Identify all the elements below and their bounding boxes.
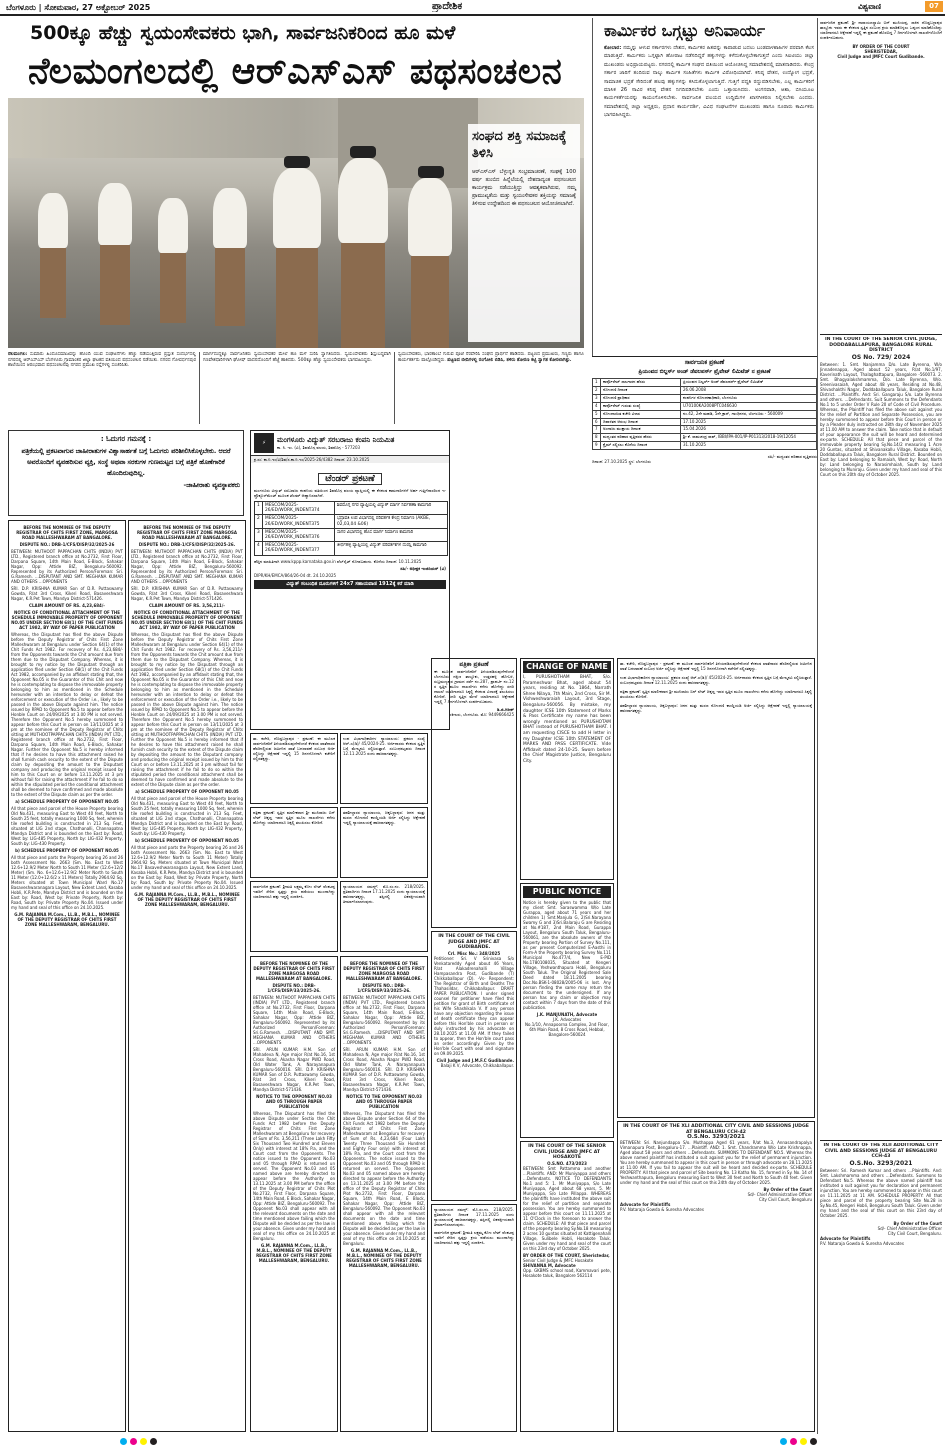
table-cell: 5 — [593, 410, 601, 418]
chit-schedule-b-title: b) SCHEDULE PROPERTY OF OPPONENT NO.05 — [15, 848, 119, 853]
side-box-title: ಸಂಘದ ಶಕ್ತಿ ಸಮಾಜಕ್ಕೆ ತಿಳಿಸಿ — [472, 129, 567, 161]
hosakote-number: O.S.NO. 473/2023 — [547, 1160, 587, 1166]
chit-parties: BETWEEN: MUTHOOT PAPPACHAN CHITS (INDIA) PVT LTD., Registered branch office at No.2732, First Floor, Darpana Square, 14th Main Road, E-Block, Sahakar Nagar, Opp: Attide BIZ, Bengaluru-560092. Represented by its Authorized Person/Foreman: Sri. G.Ramesh. ...DISPUTANT AND SMT. MEGHANA KUMAR AND OTHERS ...OPPONENTS — [131, 549, 243, 584]
hosakote-sign-4: Opp. GKBMS school road, Kammavari pete, Hosakote taluk, Bangalore 562114 — [523, 1267, 611, 1278]
chit-notice-heading: NOTICE OF CONDITIONAL ATTACHMENT OF THE SCHEDULE IMMOVABLE PROPERTY OF OPPONENT NO.05 UNDER SECTION 68(1) OF THE CHIT FUNDS ACT 1982, BY WAY OF PAPER PUBLICATION — [131, 610, 243, 630]
far-right-body: ಸಾರ್ವಜನಿಕ ಪ್ರಕಟಣೆ: ಶ್ರೀ ನಾರಾಯಣಸ್ವಾಮಿ ಬಿನ್ ಮುನಿಯಪ್ಪ, ಸಾಕಿನ ದೊಡ್ಡಬಳ್ಳಾಪುರ ತಾಲ್ಲೂಕು ಇವರು ಈ ಕೆಳಕಂಡ ಸ್ವತ್ತಿನ ಸಂಬಂಧ ಕ್ರಯ ಮಾಡಿಕೊಳ್ಳಲು ಒಪ್ಪಂದ ಮಾಡಿಕೊಂಡಿದ್ದು ಯಾರಿಗಾದರೂ ಆಕ್ಷೇಪಣೆ ಇದ್ದಲ್ಲಿ ಈ ಪ್ರಕಟಣೆ ಹೊರಬಿದ್ದ 7 ದಿನಗಳೊಳಗಾಗಿ ದಾಖಲೆಗಳೊಂದಿಗೆ ಸಂಪರ್ಕಿಸಬಹುದು. — [820, 20, 942, 40]
chit-opponent: SRI. ARUN KUMAR H.M. Son of Mahadeva N, Age major R/at No.16, 1st Cross Road, Akasha Nagar PWD Road, Old Water Tank, A. Narayanapura Bengaluru-560016. SRI. D.P. KRISHNA KUMAR Son of D.R. Puttaswamy Gowda, R/at 3rd Cross, Kikeri Road, Basaveshwara Nagar, K.R.Pet Town, Mandya District-571436. — [343, 1047, 425, 1092]
masthead-logo: ವಿಶ್ವವಾಣಿ — [858, 2, 882, 11]
mescom-address: ಕಾ. ನಿ. ಇಂ. (ವಿ), ಶಿವಮೊಗ್ಗ ವಲಯ, ಶಿವಮೊಗ್ಗ - 577203 — [277, 445, 361, 450]
kannada-notices-column — [617, 658, 815, 1118]
main-byline: ನೆಲಮಂಗಲ: — [8, 352, 28, 357]
tender-cell: ಶಿವಮೊಗ್ಗ ನಗರ ವ್ಯಾಪ್ತಿಯಲ್ಲಿ ವಿದ್ಯುತ್ ಮಾರ್ಗ ನಿರ್ವಹಣಾ ಕಾಮಗಾರಿ — [335, 502, 448, 515]
press-notice-kannada — [431, 658, 517, 928]
tender-table — [254, 501, 448, 556]
chit-schedule-a: All that piece and parcel of the House Property bearing Old No.431, measuring East to West 40 feet, North to South 25 feet, totally measuring 1000 Sq. feet, wherein tile roofed building is constructed in 213 Sq. Feet, situated at LIG 2nd stage, Chathanalli, Channapatna Mandya District and is bounded on the East by: Road, West by: LIG-485 Property, North by: LIG-432 Property, South by: LIG-430 Property. — [131, 796, 243, 836]
change-of-name-title: CHANGE OF NAME — [523, 661, 611, 673]
black-mark — [810, 1438, 817, 1445]
tender-cell: 3 — [255, 528, 263, 541]
kannada-notice-b: ಉಪ ವಿಭಾಗಾಧಿಕಾರಿಗಳ ನ್ಯಾಯಾಲಯ: ಪ್ರಕರಣ ಸಂಖ್ಯೆ ಆರ್.ಎ(ಡಿ)/ 45/2024-25. ಅರ್ಜಿದಾರರು ಕೆಳಕಂಡ ಸ್ವತ್ತಿನ ಬಗ್ಗೆ ಮೇಲ್ಮನವಿ ಸಲ್ಲಿಸಿರುತ್ತಾರೆ. ಸಂಬಂಧಪಟ್ಟವರು ದಿನಾಂಕ 12.11.2025 ರಂದು ಹಾಜರಾಗತಕ್ಕದ್ದು. — [620, 675, 812, 685]
xli-sign-4: Advocate for Plaintiffs — [620, 1202, 671, 1208]
table-cell: U70100KA2008PTC046630 — [681, 402, 817, 410]
tender-row — [255, 515, 448, 528]
yellow-mark — [140, 1438, 147, 1445]
gudibande-sign-1: Civil Judge and J.M.F.C Gudibande. — [436, 1057, 514, 1063]
chit-claim: CLAIM AMOUNT OF RS. 3,56,211/- — [149, 603, 225, 608]
gudibande-title: IN THE COURT OF THE CIVIL JUDGE AND JMFC AT GUDIBANDE. — [438, 934, 510, 951]
table-row — [593, 418, 817, 426]
chit-claim: NOTICE TO THE OPPONENT NO.03 AND 05 THROUGH PAPER PUBLICATION — [346, 1094, 422, 1109]
chit-dispute-number: DISPUTE NO.: DRB-1/CFS/DISP/33/2025-26. — [267, 983, 321, 993]
xli-sign-1: By Order of the Court — [763, 1187, 812, 1193]
table-row — [593, 394, 817, 402]
column-rule — [817, 18, 818, 1434]
court2-heading: IN THE COURT OF THE XLII ADDITIONAL CITY CIVIL AND SESSIONS JUDGE AT BENGALURU CCH-43 — [823, 1143, 939, 1160]
mescom-sign: ಸಹಿ/- ಅಧೀಕ್ಷಕ ಇಂಜಿನಿಯರ್ (ವಿ) — [400, 565, 446, 571]
court-heading: IN THE COURT OF THE SENIOR CIVIL JUDGE, DODDABALLAPURA, BANGALORE RURAL DISTRICT — [824, 337, 938, 354]
table-cell: ದಿವಾಳಿತನ ಆರಂಭ ದಿನಾಂಕ — [601, 418, 681, 426]
chit-signature: G.M. RAJANNA M.Com., LL.B., M.B.L., NOMINEE OF THE DEPUTY REGISTRAR OF CHITS FIRST ZONE MALLESHWARAM, BENGALURU. — [134, 892, 240, 907]
table-cell: 6 — [593, 418, 601, 426]
tender-row — [255, 502, 448, 515]
chit-body: Whereas, The Disputant has filed the above Dispute under Sectio the Chit Funds Act 1982 before the Deputy Registrar of Chits First Zone Malleshwaram at Bengaluru for recovery of Sum of Rs. 3,56,211 (Three Lakh Fifty Six Thousand Two Hundred and Eleven Only) with interest at 18% P.a, and the Court cost from the Opponents. The notice issued to the Opponent No.03 and 05 through RPAD is returned un served. The Opponent No.03 and 05 named above are hereby directed to appear before the Authority on 13.11.2025 at 3.00 PM before the office of the Deputy Registrar of Chits Plot No.2732, First Floor, Darpana Square, 14th Main Road, E Block, Sahakar Nagar, Opp: Attide BIZ, Bengaluru-560092. The Opponent No.03 shall appear with all the relevant documents on the date and time mentioned above failing which the Dispute will be decided as per the law in your absence. Given under my hand and seal of my this office on 24.10.2025 at Bengaluru. — [253, 1111, 335, 1241]
hosakote-title: IN THE COURT OF THE SENIOR CIVIL JUDGE AND JMFC AT HOSAKOTE — [528, 1144, 606, 1161]
table-cell: ಕಾರ್ಪೊರೇಟ್ ಗುರುತು ಸಂಖ್ಯೆ — [601, 402, 681, 410]
divider — [820, 1140, 942, 1141]
chit-schedule-b: All that piece and parts the Property bearing 26 and 26 both Assessment No. 2663 (Sm. No. East to West 12.6+12.9/2 Meter North to South 11 Meter) Totally 2964.92 Sq. Meters situated at Town Municipal Ward No.17 Basaveshwaranagara Layout, New Extent Land, Kasaba Hobli, K.R.Pete, Mandya District and is bounded on the East by: Road, West by: Private Property, North by: Road, South by: Private Property No.04. Issued under my hand and seal of this office on 24.10.2025. — [131, 845, 243, 890]
table-row — [593, 426, 817, 434]
small-kannada-body: ನ್ಯಾಯಾಲಯದ ಸಮನ್ಸ್: ಮೊ.ಸಂ.ನಂ. 218/2025. ಪ್ರತಿವಾದಿಗಳು ದಿನಾಂಕ 17.11.2025 ರಂದು ನ್ಯಾಯಾಲಯಕ್ಕೆ ಹಾಜರಾಗತಕ್ಕದ್ದು, ತಪ್ಪಿದಲ್ಲಿ ಏಕಪಕ್ಷೀಯವಾಗಿ ತೀರ್ಮಾನಿಸಲಾಗುವುದು. — [434, 1207, 514, 1227]
main-body-col2: ಮಾರ್ಗದುದ್ದಕ್ಕೂ ಸಾರ್ವಜನಿಕರು ಸ್ವಯಂಸೇವಕರ ಮೇಲೆ ಹೂ ಮಳೆ ಸುರಿಸಿ ಸ್ವಾಗತಿಸಿದರು. ಸ್ವಯಂಸೇವಕರು ಶಿಸ್ತುಬದ್ಧವಾಗಿ ಗಣವೇಶಧಾರಿಗಳಾಗಿ ಘೋಷ್ ವಾದನದೊಂದಿಗೆ ಹೆಜ್ಜೆ ಹಾಕಿದರು. 500ಕ್ಕೂ ಹೆಚ್ಚು ಸ್ವಯಂಸೇವಕರು ಭಾಗವಹಿಸಿದ್ದರು. — [203, 352, 391, 363]
public-notice-title: PUBLIC NOTICE — [523, 886, 611, 898]
table-row — [593, 410, 817, 418]
chit-parties: BETWEEN: MUTHOOT PAPPACHAN CHITS (INDIA) PVT LTD., Registered branch office at No.2732, First Floor, Darpana Square, 14th Main Road, E-Block, Sahakar Nagar, Opp: Attide BIZ, Bengaluru-560092. Represented by its Authorized Person/Foreman: Sri.G.Ramesh. ...DISPUTANT AND SMT. MEGHANA KUMAR AND OTHERS ...OPPONENTS — [343, 995, 425, 1045]
main-body-text-3: ಸ್ವಯಂಸೇವಕರು, ಭಾರತಾಂಬೆ ಗುರುವ ಪೂಜೆ ನೆರವೇರಿಸಿ ಸಂಘದ ಪ್ರಾರ್ಥನೆ ಹಾಡಿದರು. ಪಟ್ಟಣದ ಪ್ರಮುಖರು, ಗಣ್ಯರು ಹಾಗೂ ಕಾರ್ಯಕರ್ತರು ಪಾಲ್ಗೊಂಡಿದ್ದರು. — [398, 352, 584, 363]
far-right-notice — [820, 20, 942, 332]
chit-opponent: SRI. D.P. KRISHNA KUMAR Son of D.R. Puttaswamy Gowda, R/at 3rd Cross, Kikeri Road, Basaveshwara Nagar, K.R.Pet Town, Mandya District-571426. — [131, 586, 243, 601]
insolvency-company: ಪ್ರಿಯಂವದ ಬಿಲ್ಡರ್ಸ್ ಅಂಡ್ ಡೆವಲಪರ್ಸ್ ಪ್ರೈವೇಟ್ ಲಿಮಿಟೆಡ್ ನ ಪ್ರಕಟಣೆ — [638, 369, 771, 375]
right-body-text: ನಮ್ಮನ್ನು ಆಳುವ ಸರ್ಕಾರಗಳು ದೇಶದ, ಕಾರ್ಮಿಕರ ಹಿತವನ್ನು ಕಾಪಾಡುವ ಬದಲು ಬಂಡವಾಳಶಾಹಿಗಳ ಪರವಾಗಿ ಕೆಲಸ ಮಾಡುತ್ತಿವೆ. ಕಾರ್ಮಿಕರು ಒಗ್ಗಟ್ಟಾಗಿ ಹೋರಾಟ ನಡೆಸದಿದ್ದರೆ ಹಕ್ಕುಗಳನ್ನು ಕಳೆದುಕೊಳ್ಳಬೇಕಾಗುತ್ತದೆ ಎಂದು ಸಿಐಟಿಯು ಜಿಲ್ಲಾ ಮುಖಂಡರು ಅಭಿಪ್ರಾಯಪಟ್ಟರು. ನಗರದಲ್ಲಿ ಕಾರ್ಮಿಕ ಸಂಘದ ವತಿಯಿಂದ ಆಯೋಜಿಸಿದ್ದ ಸಮಾವೇಶದಲ್ಲಿ ಮಾತನಾಡಿದರು. ಕೇಂದ್ರ ಸರ್ಕಾರ ಜಾರಿಗೆ ತಂದಿರುವ ನಾಲ್ಕು ಕಾರ್ಮಿಕ ಸಂಹಿತೆಗಳು ಕಾರ್ಮಿಕ ವಿರೋಧಿಯಾಗಿವೆ. ಕನಿಷ್ಠ ವೇತನ, ಉದ್ಯೋಗ ಭದ್ರತೆ, ಸಾಮಾಜಿಕ ಭದ್ರತೆ ಸೇರಿದಂತೆ ಹಲವು ಹಕ್ಕುಗಳನ್ನು ಕಸಿದುಕೊಳ್ಳಲಾಗುತ್ತಿದೆ. ಗುತ್ತಿಗೆ ಪದ್ಧತಿ ರದ್ದುಪಡಿಸಬೇಕು, ಎಲ್ಲ ಕಾರ್ಮಿಕರಿಗೆ ಮಾಸಿಕ 26 ಸಾವಿರ ಕನಿಷ್ಠ ವೇತನ ನಿಗದಿಪಡಿಸಬೇಕು ಎಂದು ಒತ್ತಾಯಿಸಿದರು. ಅಂಗನವಾಡಿ, ಆಶಾ, ಬಿಸಿಯೂಟ ಕಾರ್ಯಕರ್ತೆಯರನ್ನು ಕಾಯಂಗೊಳಿಸಬೇಕು. ಸಾರ್ವಜನಿಕ ವಲಯದ ಉದ್ದಿಮೆಗಳ ಖಾಸಗೀಕರಣ ನಿಲ್ಲಿಸಬೇಕು ಎಂದರು. ಸಮಾವೇಶದಲ್ಲಿ ಜಿಲ್ಲಾ ಅಧ್ಯಕ್ಷರು, ಪ್ರಧಾನ ಕಾರ್ಯದರ್ಶಿ, ವಿವಿಧ ಸಂಘಟನೆಗಳ ಮುಖಂಡರು ಹಾಗೂ ನೂರಾರು ಕಾರ್ಮಿಕರು ಭಾಗವಹಿಸಿದ್ದರು. — [604, 45, 814, 119]
insolvency-table — [592, 378, 817, 450]
chit-body: Whereas, the Disputant has filed the above Dispute before the Deputy Registrar of Chits First Zone Malleshwaram at Bengaluru under Section 64(1) of the Chit Funds Act 1982. For recovery of Rs. 3,56,211/- from the Opponents towards the Chit amount due from them due to the Disputant Company. Whereas, it is brought to my notice by the Disputant through an application filed under Section 68(1) of the Chit Funds Act 1982, accompanied by an affidavit stating that, the Opponent No.05 is the Guarantor of this Chit and now he is contemplating to dispose the immovable property belonging to him as mentioned in the Schedule hereunder with an intention to delay or defeat the enforcement or execution of the Order i.e., likely to be passed in the above Dispute against him. The notice issued by RPAD to Opponent No.5 to appear before the Honble Court on 24/09/2025 at 3.00 PM is not served. Therefore the Opponent No.5 hereby summoned to appear before this Court in person on 13/11/2025 at 3 pm at the nominee of the Deputy Registrar of Chits sitting at MUTHOOTPAPPACHAN CHITS (INDIA) PVT LTD. Further the Opponent No.5 is hereby informed that if he desires to have this attachment raised he shall furnish cash security to the extent of the Dispute claim by depositing the amount to the Disputant company and producing the original receipt issued by him to this Court on or before 13.11.2025 at 3 pm without fail for raising the attachment if he fail to do so within the stipulated period the conditional attachment shall be deemed to have confirmed and made absolute to the extent of the Dispute claim as per the order. — [131, 632, 243, 787]
table-cell: 2 — [593, 386, 601, 394]
chit-title: BEFORE THE NOMINEE OF THE DEPUTY REGISTRAR OF CHITS FIRST ZONE MARGOSA ROAD MALLESHWARAM AT BANGALORE. — [343, 961, 425, 981]
chit-signature: G.M. RAJANNA M.Com., LL.B., M.B.L., NOMINEE OF THE DEPUTY REGISTRAR OF CHITS FIRST ZONE MALLESHWARAM, BENGALURU. — [256, 1243, 332, 1263]
table-cell: ನೋಂದಣಿ ಪ್ರಾಧಿಕಾರ — [601, 394, 681, 402]
column-rule — [592, 18, 593, 356]
right-byline: ಕೋಲಾರ: — [604, 45, 622, 51]
main-body-col1 — [8, 352, 196, 424]
insolvency-title: ಸಾರ್ವಜನಿಕ ಪ್ರಕಟಣೆ — [684, 359, 725, 366]
small-notices-grid — [250, 733, 428, 953]
table-cell: 17.10.2025 — [681, 418, 817, 426]
right-body — [604, 44, 814, 354]
case-number: OS No. 729/ 2024 — [851, 353, 911, 361]
readers-notice-title: : ಓದುಗರ ಗಮನಕ್ಕೆ : — [100, 435, 152, 443]
insolvency-notice — [592, 356, 817, 656]
magenta-mark — [790, 1438, 797, 1445]
table-cell: ಶ್ರೀ ಕೆ. ರಾಮಚಂದ್ರ ರಾವ್, IBBI/IPA-001/IP-P01313/2018-19/12054 — [681, 434, 817, 442]
column-rule — [394, 352, 395, 424]
xli-sign-2: Sd/- Chief Administrative Officer — [747, 1192, 812, 1198]
chit-notice — [8, 520, 126, 1432]
print-color-bar — [0, 1436, 945, 1448]
hosakote-sign-3: SHIVANNA M, Advocate — [523, 1262, 576, 1268]
cyan-mark — [780, 1438, 787, 1445]
hosakote-body: BETWEEN: Smt Pattamma and another ...Plaintiffs. AND: Mr Muniyappa and others ...Defendants. NOTICE TO DEFENDANTS No.1 and 5: 1. Mr Muniyappa, S/o Late Muniyappa, Aged about 68 years, 5. Mr Muniyappa, S/o Late Pillappa. WHEREAS the plaintiffs have instituted the above suit for the relief of partition and separate possession. You are hereby summoned to appear before this court on 11.11.2025 at 11 O'Clock in the forenoon to answer the claim. SCHEDULE: All that piece and parcel of the property bearing Sy.No.18 measuring 2 acres 10 guntas situated at Kattigenahalli Village, Sulibele Hobli, Hosakote Taluk. Given under my hand and seal of the court on this 23rd day of October 2025. — [523, 1165, 611, 1251]
gudibande-sign-2: Balaji K V, Advocate, Chikkaballapur. — [440, 1062, 514, 1068]
chit-opponent: SRI. D.P. KRISHNA KUMAR Son of D.R. Puttaswamy Gowda, R/at 3rd Cross, Kikeri Road, Basaveshwara Nagar, K.R.Pet Town, Mandya District-571426. — [11, 586, 123, 601]
mescom-tender-notice — [250, 430, 450, 730]
chit-dispute-number: DISPUTE NO.: DRB-1/CFS/DISP/32/2025-26. — [138, 542, 236, 547]
chit-opponent: SRI. ARUN KUMAR H.M. Son of Mahadeva N, Age major R/at No.16, 1st Cross Road, Akasha Nagar PWD Road, Old Water Tank, A. Narayanapura Bengaluru-560016. SRI. D.P. KRISHNA KUMAR Son of D.R. Puttaswamy Gowda, R/at 3rd Cross, Kikeri Road, Basaveshwara Nagar, K.R.Pet Town, Mandya District-571436. — [253, 1047, 335, 1092]
chit-claim: CLAIM AMOUNT OF RS. 4,23,684/- — [29, 603, 105, 608]
press-notice-sign: ಡಿ.ಜಿ.ಗಿರೀಶ್ — [496, 707, 514, 712]
court2-sign-4: Advocate for Plaintiffs — [820, 1235, 871, 1241]
table-cell: 8 — [593, 434, 601, 442]
chit-claim: NOTICE TO THE OPPONENT NO.03 AND 05 THROUGH PAPER PUBLICATION — [256, 1094, 332, 1109]
order-line-1: BY ORDER OF THE COURT — [852, 44, 910, 49]
small-notice: ಸಾರ್ವಜನಿಕ ಪ್ರಕಟಣೆ: ಶ್ರೀಮತಿ ಲಕ್ಷ್ಮಮ್ಮ ಕೋಂ ಲೇಟ್ ವೆಂಕಟಪ್ಪ ಇವರಿಗೆ ಸೇರಿದ ಸ್ವತ್ತನ್ನು ಕ್ರಯ ಪಡೆಯಲು ಮುಂದಾಗಿದ್ದು ಯಾರಿಗಾದರೂ ಹಕ್ಕು ಇದ್ದಲ್ಲಿ ಸಂಪರ್ಕಿಸಿ. — [250, 881, 338, 952]
mescom-footer: ಹೆಚ್ಚಿನ ಮಾಹಿತಿಗಾಗಿ www.kppp.karnataka.gov.in ವೆಬ್‌ಸೈಟ್ ನೋಡಬಹುದು. ಕೊನೆಯ ದಿನಾಂಕ: 10.11.2025 — [254, 558, 422, 564]
court2-sign-5: P.V. Nataraja Gowda & Suresha Advocates — [820, 1240, 904, 1246]
table-cell: 31.10.2025 — [681, 442, 817, 450]
chit-notice — [250, 956, 338, 1432]
side-box-body: ಆರ್‌ಎಸ್‌ಎಸ್ ಬೆಳ್ಳುನ್ನತಿ ಸಂಭ್ರಮಾಚರಣೆ, ಸಂಘಕ್ಕೆ 100 ವರ್ಷ ತುಂಬಿದ ಹಿನ್ನೆಲೆಯಲ್ಲಿ ದೇಶದಾದ್ಯಂತ ಪಥಸಂಚಲನ ಕಾರ್ಯಕ್ರಮ ನಡೆಯುತ್ತಿದ್ದು ಆವಶ್ಯಕವಾಗಿರುವ, ನಮ್ಮ ಪ್ರಾಮುಖ್ಯತೆಯ ಮತ್ತು ಸ್ವಯಂಸೇವಕರ ಶಕ್ತಿಯನ್ನು ಸಮಾಜಕ್ಕೆ ತಿಳಿಸುವ ಉದ್ದೇಶದಿಂದ ಈ ಪಥಸಂಚಲನ ಆಯೋಜಿಸಲಾಗಿದೆ. — [472, 169, 576, 207]
divider — [820, 334, 942, 335]
public-notice-body: Notice is hereby given to the public that my client Smt. Saraswamma W/o Late Gurappa, aged about 71 years and her children 1) Smt.Manjula G, 2)Sri.Narayana Swamy G and 3)Sri.Balaraju G are Residing at No.#187, 2nd Main Road, Gurappa Layout, Bengaluru South Taluk, Bengaluru-560061, are the absolute owners of the Property bearing Portion of Survey No.111, as per present Computerized E-Aasthi in Form-A the Property bearing Survey No.111 Municipal No.477/4, New E-PID No.1780108035, Situated at Kengeri Village, Yeshwanthapura Hobli, Bengaluru South Taluk. The Original Registered Sale Deed dated 18.11.2005 bearing Doc.No.BSK-1-08028/2005-06 is lost. Any person finding the same may return the document to the undersigned. If any person has any claim or objection may contact within 7 days from the date of this publication. — [523, 900, 611, 1010]
chit-dispute-number: DISPUTE NO.: DRB-1/CFS/DISP/32/2025-26 — [19, 542, 115, 547]
kannada-notice-c: ಪತ್ರಿಕಾ ಪ್ರಕಟಣೆ: ಸ್ವತ್ತಿನ ಮಾಲೀಕರಾದ ಶ್ರೀ ಮುನಿರಾಜು ಬಿನ್ ಲೇಟ್ ಚಿಕ್ಕಣ್ಣ ಇವರ ಸ್ವತ್ತಿನ ಮೂಲ ದಾಖಲೆಗಳು ಕಳೆದು ಹೋಗಿದ್ದು ಯಾರಿಗಾದರೂ ಸಿಕ್ಕಲ್ಲಿ ತಲುಪಿಸಲು ಕೋರಿದೆ. — [620, 689, 812, 699]
small-notice: ಪತ್ರಿಕಾ ಪ್ರಕಟಣೆ: ಸ್ವತ್ತಿನ ಮಾಲೀಕರಾದ ಶ್ರೀ ಮುನಿರಾಜು ಬಿನ್ ಲೇಟ್ ಚಿಕ್ಕಣ್ಣ ಇವರ ಸ್ವತ್ತಿನ ಮೂಲ ದಾಖಲೆಗಳು ಕಳೆದು ಹೋಗಿದ್ದು ಯಾರಿಗಾದರೂ ಸಿಕ್ಕಲ್ಲಿ ತಲುಪಿಸಲು ಕೋರಿದೆ. — [250, 807, 338, 878]
change-of-name-notice — [520, 658, 614, 880]
table-cell: ಮಧ್ಯಂತರ ಪರಿಹಾರ ವೃತ್ತಿಪರರ ಹೆಸರು — [601, 434, 681, 442]
chit-parties: BETWEEN: MUTHOOT PAPPACHAN CHITS (INDIA) PVT LTD., Registered branch office at No.2732, First Floor, Darpana Square, 14th Main Road, E-Block, Sahakar Nagar, Opp: Attide BIZ, Bengaluru-560092. Represented by its Authorized Person/Foreman: Sri. G.Ramesh. ...DISPUTANT AND SMT. MEGHANA KUMAR AND OTHERS ...OPPONENTS — [11, 549, 123, 584]
doddaballapura-court-notice — [820, 337, 942, 1137]
tender-cell: 1 — [255, 502, 263, 515]
hosakote-court-notice — [520, 1141, 614, 1432]
mescom-logo-icon: ⚡ — [254, 433, 274, 453]
tender-cell: MESCOM/2025-26/ED/WORK_INDENT374 — [263, 502, 335, 515]
hosakote-sign-2: Senior Civil Judge & JMFC Hosakote — [523, 1257, 594, 1263]
magenta-mark — [130, 1438, 137, 1445]
table-row — [593, 434, 817, 442]
chit-schedule-a-title: a) SCHEDULE PROPERTY OF OPPONENT NO.05 — [135, 789, 239, 794]
small-kannada-notice — [431, 1204, 517, 1432]
kannada-notice-a: ತಾ. ಕಚೇರಿ, ದೊಡ್ಡಬಳ್ಳಾಪುರ - ಪ್ರಕಟಣೆ: ಈ ಮೂಲಕ ಸಾರ್ವಜನಿಕರಿಗೆ ತಿಳಿಯಪಡಿಸುವುದೇನೆಂದರೆ ಕೆಳಕಂಡ ಖಾತೆದಾರರ ಹೆಸರಿನಲ್ಲಿರುವ ಜಮೀನಿನ ಖಾತೆ ಬದಲಾವಣೆ ಸಂಬಂಧ ಅರ್ಜಿ ಸಲ್ಲಿಸಿದ್ದು ಆಕ್ಷೇಪಣೆ ಇದ್ದಲ್ಲಿ 15 ದಿನಗಳೊಳಗಾಗಿ ಕಚೇರಿಗೆ ಸಲ್ಲಿಸತಕ್ಕದ್ದು. — [620, 661, 812, 671]
small-notice: ನ್ಯಾಯಾಲಯದ ಸಮನ್ಸ್: ಮೊ.ಸಂ.ನಂ. 218/2025. ಪ್ರತಿವಾದಿಗಳು ದಿನಾಂಕ 17.11.2025 ರಂದು ನ್ಯಾಯಾಲಯಕ್ಕೆ ಹಾಜರಾಗತಕ್ಕದ್ದು, ತಪ್ಪಿದಲ್ಲಿ ಏಕಪಕ್ಷೀಯವಾಗಿ ತೀರ್ಮಾನಿಸಲಾಗುವುದು. — [340, 881, 428, 952]
readers-notice-box — [8, 430, 244, 516]
court2-body: Between: Sri. Ramesh Kumar and others ...Plaintiffs. And: Smt. Lakshmamma and others ...Defendants. Summons to Defendant No.5. Whereas the above named plaintiff has instituted a suit against you for declaration and permanent injunction. You are hereby summoned to appear in this court on 11.11.2025 at 11 AM. SCHEDULE PROPERTY: All that piece and parcel of the property bearing Site No.28 in Sy.No.45, Kengeri Hobli, Bengaluru South Taluk. Given under my hand and the seal of this court on this 23rd day of October 2025. — [820, 1167, 942, 1218]
table-cell: 15.04.2026 — [681, 426, 817, 434]
tender-cell: ಸಾಗರ ವಿಭಾಗದಲ್ಲಿ ಹೊಸ ಮಾರ್ಗ ನಿರ್ಮಾಣ ಕಾಮಗಾರಿ — [335, 528, 448, 541]
court2-number: O.S.No. 3293/2021 — [849, 1159, 913, 1167]
tender-row — [255, 542, 448, 555]
small-notice: ಉಪ ವಿಭಾಗಾಧಿಕಾರಿಗಳ ನ್ಯಾಯಾಲಯ: ಪ್ರಕರಣ ಸಂಖ್ಯೆ ಆರ್.ಎ(ಡಿ)/ 45/2024-25. ಅರ್ಜಿದಾರರು ಕೆಳಕಂಡ ಸ್ವತ್ತಿನ ಬಗ್ಗೆ ಮೇಲ್ಮನವಿ ಸಲ್ಲಿಸಿರುತ್ತಾರೆ. ಸಂಬಂಧಪಟ್ಟವರು ದಿನಾಂಕ 12.11.2025 ರಂದು ಹಾಜರಾಗತಕ್ಕದ್ದು. — [340, 733, 428, 804]
table-cell: 9 — [593, 442, 601, 450]
table-row — [593, 379, 817, 387]
black-mark — [150, 1438, 157, 1445]
change-of-name-body: I, PURUSHOTHAM BHAT, S/o. Parameshwar Bhat, aged about 54 years, residing at No. 1864, Narrath Shree Nilaya, 7th Main, 2nd Cross, Sir M. Vishweshwaraiah Layout, 3rd Stage, Bengaluru-560056. By mistake, my daughter ICSE 10th Statement of Marks & Pass Certificate my name has been wrongly mentioned as PURUSHOTAM BHAT instead of PURUSHOTHAM BHAT. I am requesting CISCE to add H letter in my Daughter ICSE 10th STATEMENT OF MARKS AND PASS CERTIFICATE. Vide Affidavit dated 24-10-25. Sworn before the Chief Magistrate Justice, Bengaluru City. — [523, 675, 611, 764]
public-notice — [520, 883, 614, 1138]
press-notice-title: ಪತ್ರಿಕಾ ಪ್ರಕಟಣೆ — [459, 661, 489, 668]
chit-parties: BETWEEN: MUTHOOT PAPPACHAN CHITS (INDIA) PVT LTD., Registered branch office at No.2732, First Floor, Darpana Square, 14th Main Road, E-Block, Sahakar Nagar, Opp: Attide BIZ, Bengaluru-560092. Represented by its Authorized Person/Foreman: Sri.G.Ramesh. ...DISPUTANT AND SMT. MEGHANA KUMAR AND OTHERS ...OPPONENTS — [253, 995, 335, 1045]
right-headline: ಕಾರ್ಮಿಕರ ಒಗ್ಗಟ್ಟು ಅನಿವಾರ್ಯ — [604, 21, 766, 40]
tender-row — [255, 528, 448, 541]
cyan-mark — [120, 1438, 127, 1445]
xli-body: BETWEEN: Sri. Nanjundappa S/o. Muthappa Aged 61 years, R/at No.3, Annasandrapalya Vimanapura Post, Bengaluru-17. ...Plaintiff. AND: 1. Smt. Chandramma W/o Late Krishnappa, Aged about 58 years and others ...Defendants. SUMMONS TO DEFENDANT NO.5. Whereas the above named plaintiff has instituted a suit against you for the relief of permanent injunction. You are hereby summoned to appear in this court in person or through advocate on 28.11.2025 at 11.00 AM. If you fail to appear the suit will be heard and decided ex-parte. SCHEDULE PROPERTY: All that piece and parcel of Site bearing No. 13 Katha No. 15, formed in Sy. No. 14 of Yeshwanthapura, Bengaluru measuring East to West 30 feet and North to South 40 feet. Given under my hand and the seal of this court on this 24th day of October 2025. — [620, 1140, 812, 1186]
table-cell: ನಂ.42, 2ನೇ ಮಹಡಿ, 5ನೇ ಕ್ರಾಸ್, ಗಾಂಧಿನಗರ, ಬೆಂಗಳೂರು - 560009 — [681, 410, 817, 418]
mescom-title: ಮಂಗಳೂರು ವಿದ್ಯುತ್ ಸರಬರಾಜು ಕಂಪನಿ ನಿಯಮಿತ — [277, 436, 395, 444]
gudibande-court-notice — [431, 931, 517, 1201]
issue-date: ಬೆಂಗಳೂರು | ಸೋಮವಾರ, 27 ಅಕ್ಟೋಬರ್ 2025 — [6, 3, 151, 12]
order-line-2: SHERISTEDAR, — [864, 49, 898, 54]
small-notice: ತಾ. ಕಚೇರಿ, ದೊಡ್ಡಬಳ್ಳಾಪುರ - ಪ್ರಕಟಣೆ: ಈ ಮೂಲಕ ಸಾರ್ವಜನಿಕರಿಗೆ ತಿಳಿಯಪಡಿಸುವುದೇನೆಂದರೆ ಕೆಳಕಂಡ ಖಾತೆದಾರರ ಹೆಸರಿನಲ್ಲಿರುವ ಜಮೀನಿನ ಖಾತೆ ಬದಲಾವಣೆ ಸಂಬಂಧ ಅರ್ಜಿ ಸಲ್ಲಿಸಿದ್ದು ಆಕ್ಷೇಪಣೆ ಇದ್ದಲ್ಲಿ 15 ದಿನಗಳೊಳಗಾಗಿ ಕಚೇರಿಗೆ ಸಲ್ಲಿಸತಕ್ಕದ್ದು. — [250, 733, 338, 804]
chit-title: BEFORE THE NOMINEE OF THE DEPUTY REGISTRAR OF CHITS FIRST ZONE, MARGOSA ROAD MALLESHWARAM AT BANGALORE. — [16, 525, 118, 540]
table-cell: ಅಂದಾಜು ಮುಕ್ತಾಯ ದಿನಾಂಕ — [601, 426, 681, 434]
table-cell: ನೋಂದಾಯಿತ ಕಚೇರಿ ವಿಳಾಸ — [601, 410, 681, 418]
court2-sign-3: City Civil Court, Bengaluru. — [887, 1230, 942, 1236]
main-body-text-3b: ಪಟ್ಟಣದ ಬೀದಿಗಳಲ್ಲಿ ರಂಗೋಲಿ ಬಿಡಿಸಿ, ತಳಿರು ತೋರಣ ಕಟ್ಟಿ ಸ್ವಾಗತ ಕೋರಲಾಗಿತ್ತು. — [447, 357, 572, 363]
table-cell: ಪ್ರಿಯಂವದ ಬಿಲ್ಡರ್ಸ್ ಅಂಡ್ ಡೆವಲಪರ್ಸ್ ಪ್ರೈವೇಟ್ ಲಿಮಿಟೆಡ್ — [681, 379, 817, 387]
table-cell: 4 — [593, 402, 601, 410]
public-notice-sign-2: J.K. Advocates — [552, 1017, 582, 1022]
tender-cell: MESCOM/2025-26/ED/WORK_INDENT376 — [263, 528, 335, 541]
mescom-ref: ಕ್ರ.ಸಂ: ಕಾ.ನಿ.ಇಂ/ವಿ/ಶಿವ/ಸ.ಕಾ.ನಿ.ಇಂ/2025-26/4382 ದಿನಾಂಕ: 23.10.2025 — [251, 456, 449, 463]
xli-number: O.S.No. 3293/2021 — [687, 1134, 745, 1141]
tender-cell: MESCOM/2025-26/ED/WORK_INDENT375 — [263, 515, 335, 528]
table-cell: 1 — [593, 379, 601, 387]
press-notice-body: ಈ ಮೂಲಕ ಸಾರ್ವಜನಿಕರಿಗೆ ತಿಳಿಯಪಡಿಸುವುದೇನೆಂದರೆ ಬೆಂಗಳೂರು ದಕ್ಷಿಣ ತಾಲ್ಲೂಕು, ಉತ್ತರಹಳ್ಳಿ ಹೋಬಳಿ, ಸುಬ್ರಮಣ್ಯಪುರ ಗ್ರಾಮದ ಸರ್ವೆ ನಂ.287, ಪ್ರಾಪರ್ಟಿ ನಂ.12 ರ ಸ್ವತ್ತಿನ ಮೂಲ ದಾಖಲೆಗಳು ಕಳೆದು ಹೋಗಿದ್ದು ಸದರಿ ದಾಖಲೆ ಯಾರಿಗಾದರೂ ಸಿಕ್ಕಲ್ಲಿ ಕೆಳಕಂಡ ವಿಳಾಸಕ್ಕೆ ತಲುಪಿಸಲು ಕೋರಿದೆ. ಸದರಿ ಸ್ವತ್ತಿನ ಮೇಲೆ ಯಾರಿಗಾದರೂ ಆಕ್ಷೇಪಣೆ ಇದ್ದಲ್ಲಿ 7 ದಿನಗಳೊಳಗಾಗಿ ಸಂಪರ್ಕಿಸಬಹುದು. — [434, 669, 514, 704]
table-row — [593, 402, 817, 410]
public-notice-sign-3: No.1/10, Annapoorna Complex, 2nd Floor, 6th Main Road, 8 Cross Road, Hebbal, Bangalore-560024 — [525, 1022, 609, 1037]
small-notice: ತಹಶೀಲ್ದಾರರ ನ್ಯಾಯಾಲಯ, ಚಿಕ್ಕಬಳ್ಳಾಪುರ: ಜನನ ಮತ್ತು ಮರಣ ನೋಂದಣಿ ಕಾಯ್ದೆಯಡಿ ಅರ್ಜಿ ಸಲ್ಲಿಸಿದ್ದು ಆಕ್ಷೇಪಣೆ ಇದ್ದಲ್ಲಿ ನ್ಯಾಯಾಲಯಕ್ಕೆ ಹಾಜರಾಗತಕ್ಕದ್ದು. — [340, 807, 428, 878]
gudibande-body: Petitioner: Sri. V Srinivasa S/o Venkatareddy Aged about 46 Years, R/at Alakadrenahalli Village Hampasandra Post, Gudibande (T) Chikkaballapur (D). -Vs- Respondent: The Registrar of Birth and Deaths The Thahasildar, Chikkaballapur. DRAFT PAPER PUBLICATION. I under signed counsel for petitioner have filed this petition for grant of Birth certificate of his Wife Shashikala V. If any person have any objection regarding the issue of death certificate they can appear before this Hon'ble court in person or duly instructed by his advocate on 28.10.2025 at 11.00 AM. If they failed to appear, then the Hon'ble court pass an order accordingly. Given by the Hon'ble Court with seal and signature on 09.09.2025. — [434, 955, 514, 1056]
table-cell: ನೋಂದಣಿ ದಿನಾಂಕ — [601, 386, 681, 394]
xli-sign-5: P.V. Nataraja Gowda & Suresha Advocates — [620, 1207, 704, 1213]
hosakote-sign-1: BY ORDER OF THE COURT, Sheristedar, — [523, 1252, 610, 1258]
small-kannada-body-2: ಸಾರ್ವಜನಿಕ ಪ್ರಕಟಣೆ: ಶ್ರೀಮತಿ ಲಕ್ಷ್ಮಮ್ಮ ಕೋಂ ಲೇಟ್ ವೆಂಕಟಪ್ಪ ಇವರಿಗೆ ಸೇರಿದ ಸ್ವತ್ತನ್ನು ಕ್ರಯ ಪಡೆಯಲು ಮುಂದಾಗಿದ್ದು ಯಾರಿಗಾದರೂ ಹಕ್ಕು ಇದ್ದಲ್ಲಿ ಸಂಪರ್ಕಿಸಿ. — [434, 1230, 514, 1245]
insolvency-date: ದಿನಾಂಕ: 27.10.2025 ಸ್ಥಳ: ಬೆಂಗಳೂರು — [592, 459, 651, 465]
chit-dispute-number: DISPUTE NO.: DRB-1/CFS/DISP/33/2025-26. — [357, 983, 411, 993]
tender-cell: MESCOM/2025-26/ED/WORK_INDENT377 — [263, 542, 335, 555]
kannada-notice-d: ತಹಶೀಲ್ದಾರರ ನ್ಯಾಯಾಲಯ, ಚಿಕ್ಕಬಳ್ಳಾಪುರ: ಜನನ ಮತ್ತು ಮರಣ ನೋಂದಣಿ ಕಾಯ್ದೆಯಡಿ ಅರ್ಜಿ ಸಲ್ಲಿಸಿದ್ದು ಆಕ್ಷೇಪಣೆ ಇದ್ದಲ್ಲಿ ನ್ಯಾಯಾಲಯಕ್ಕೆ ಹಾಜರಾಗತಕ್ಕದ್ದು. — [620, 703, 812, 713]
table-cell: 7 — [593, 426, 601, 434]
table-cell: ಕ್ಲೈಮ್ ಸಲ್ಲಿಸಲು ಕೊನೆಯ ದಿನಾಂಕ — [601, 442, 681, 450]
column-rule — [199, 352, 200, 424]
table-cell: 26.06.2008 — [681, 386, 817, 394]
chit-signature: G.M. RAJANNA M.Com., LL.B., M.B.L., NOMINEE OF THE DEPUTY REGISTRAR OF CHITS FIRST ZONE MALLESHWARAM, BENGALURU. — [14, 912, 120, 927]
table-cell: 3 — [593, 394, 601, 402]
tender-cell: ಭದ್ರಾವತಿ ಉಪ ವಿಭಾಗದಲ್ಲಿ ಪರಿವರ್ತಕ ಕೇಂದ್ರ ನಿರ್ಮಾಣ (AKBE, 02,03,04 &06) — [335, 515, 448, 528]
table-cell: ಕಾರ್ಪೊರೇಟ್ ಸಾಲಗಾರನ ಹೆಸರು — [601, 379, 681, 387]
tender-cell: ತೀರ್ಥಹಳ್ಳಿ ವ್ಯಾಪ್ತಿಯಲ್ಲಿ ವಿದ್ಯುತ್ ಪರಿವರ್ತಕಗಳ ದುರಸ್ತಿ ಕಾಮಗಾರಿ — [335, 542, 448, 555]
cch43-court-notice — [820, 1143, 942, 1433]
main-body-text-1: ಸುಮಾರು ಹಿಂದೂಸಮಾಜವನ್ನು ಹೊಂದಿ ಯುವ ಸಂಘಟನೆಗಳು ಹೆಚ್ಚು ನಡೆಯುತ್ತಿರುವ ಪ್ರಸ್ತುತ ಸಂದರ್ಭದಲ್ಲಿ ನಗರದಲ್ಲಿ ಆರ್‌ಎಸ್‌ಎಸ್ ಬೆಂಗಳೂರು ಗ್ರಾಮಾಂತರ ಜಿಲ್ಲಾ ಘಟಕದ ವತಿಯಿಂದ ಪಥಸಂಚಲನ ನಡೆಯಿತು. ನಗರದ ಗೋವರ್ಧನಪುರ ಶಾಲೆಯಿಂದ ಆರಂಭವಾದ ಪಥಸಂಚಲನವು ನಗರದ ಪ್ರಮುಖ ರಸ್ತೆಗಳಲ್ಲಿ ಸಂಚರಿಸಿತು. — [8, 352, 196, 369]
press-notice-sign-2: ವಕೀಲರು, ಬೆಂಗಳೂರು. ಮೊ: 9449666425 — [449, 712, 514, 717]
court2-sign-2: Sd/- Chief Administrative Officer — [877, 1225, 942, 1231]
court-body: Between: 1. Smt. Nanjamma D/o. Late Byrenna, W/o Jinnadenappa, Aged about 52 years, R/at No.1/97, Kaverinath Layout, Thalaghattapura, Bangalore -560073. 2. Smt. Bhagyalakshmamma, D/o. Late Byrenna, W/o. Sreenivasaiah, Aged about 48 years, Residing at No.48, Shivashakthi Nagar, Doddaballapura Taluk, Bangalore Rural District. ...Plaintiffs. And: Sri. Gangaraju S/o. Late Byrenna and others. ...Defendants. Suit Summons to the Defendants No.1 to 5 under Order V Rule 20 of Code of Civil Procedure. Whereas, the Plaintiff has filed the above suit against you for the relief of Partition and Separate Possession, you are hereby summoned to appear before this Court in person or by a Pleader duly instructed on 28th day of November 2025 at 11.00 AM to answer the claim. Take notice that in default of your appearance the suit will be heard and determined ex-parte. SCHEDULE: All that piece and parcel of the immovable property bearing Sy.No.14/2 measuring 1 Acre 20 Guntas, situated at Shivanakallu Village, Kasaba Hobli, Doddaballapura Taluk, Bangalore Rural District. Bounded on East by: Land belonging to Ramaiah, West by: Road, North by: Land belonging to Narasimhaiah, South by: Land belonging to Muniraju. Given under my hand and seal of this Court on this 20th day of October 2025. — [820, 361, 942, 477]
table-row — [593, 386, 817, 394]
chit-notice — [128, 520, 246, 1432]
chit-title: BEFORE THE NOMINEE OF THE DEPUTY REGISTRAR OF CHITS FIRST ZONE MARGOSA ROAD MALLESHWARAM AT BANGALORE. — [253, 961, 335, 981]
xli-sign-3: City Civil Court, Bengaluru — [759, 1197, 812, 1203]
tender-cell: 2 — [255, 515, 263, 528]
chit-schedule-a: All that piece and parcel of the House Property bearing Old No.431, measuring East to West 40 feet, North to South 25 feet, totally measuring 1000 Sq. feet, wherein tile roofed building is constructed in 213 Sq. Feet, situated at LIG 2nd stage, Chathanalli, Channapatna Mandya District and is bounded on the East by: Road, West by: LIG-485 Property, North by: LIG-432 Property, South by: LIG-430 Property. — [11, 806, 123, 846]
order-line-3: Civil Judge and JMFC Court Gudibande. — [837, 54, 925, 59]
table-cell: ಕಂಪನಿಗಳ ನೋಂದಣಾಧಿಕಾರಿ, ಬೆಂಗಳೂರು — [681, 394, 817, 402]
chit-schedule-b: All that piece and parts the Property bearing 26 and 26 both Assessment No. 2663 (Sm. No. East to West 12.6+12.9/2 Meter North to South 11 Meter (12.6+12/2 Meter) (Sm. No. 6+12.6+12.9/2 Meter North to South 11 Meter (12.0+12.6/2 x 11 Meters) Totally 2964.92 Sq. Meters situated at Town Municipal Ward No.17 Basaveshwaranagara Layout, New Extent Land, Kasaba Hobli, K.R.Pete, Mandya District and is bounded on the East by: Road, West by: Private Property, North by: Road, South by: Private Property No.04. Issued under my hand and seal of this office on 24.10.2025. — [11, 855, 123, 910]
mescom-intro: ಮಂಗಳೂರು ವಿದ್ಯುತ್ ಸರಬರಾಜು ಕಂಪನಿಯ ವತಿಯಿಂದ ಶಿವಮೊಗ್ಗ ವಲಯ ವ್ಯಾಪ್ತಿಯಲ್ಲಿ ಈ ಕೆಳಕಂಡ ಕಾಮಗಾರಿಗಳಿಗೆ ಅರ್ಹ ಗುತ್ತಿಗೆದಾರರಿಂದ ಇ-ಪ್ರೊಕ್ಯೂರ್‌ಮೆಂಟ್ ಮೂಲಕ ಟೆಂಡರ್ ಆಹ್ವಾನಿಸಲಾಗಿದೆ. — [254, 488, 446, 498]
chit-schedule-a-title: a) SCHEDULE PROPERTY OF OPPONENT NO.05 — [15, 799, 119, 804]
side-box — [468, 124, 580, 342]
chit-body: Whereas, The Disputant has filed the above Dispute under Section 64 of the Chit Funds Act 1982 before the Deputy Registrar of Chits First Zone Malleshwaram at Bengaluru for recovery of Sum of Rs. 4,23,684 (Four Lakh Twenty Three Thousand Six Hundred and Eighty Four only) with interest at 18% P.a, and the Court cost from the Opponents. The notice issued to the Opponent No.03 and 05 through RPAD is returned un served. The Opponent No.03 and 05 named above are hereby directed to appear before the Authority on 13.11.2025 at 3.00 PM before the office of the Deputy Registrar of Chits Plot No.2732, First Floor, Darpana Square, 14th Main Road, E Block, Sahakar Nagar, Opp: Attide BIZ, Bengaluru-560092. The Opponent No.03 shall appear with all the relevant documents on the date and time mentioned above failing which the Dispute will be decided as per the law in your absence. Given under my hand and seal of my this office on 24.10.2025 at Bengaluru. — [343, 1111, 425, 1246]
helpline-banner: ವಿದ್ಯುತ್ ಸಂಬಂಧಿತ ದೂರುಗಳಿಗೆ 24x7 ಸಹಾಯವಾಣಿ 1912ಕ್ಕೆ ಕರೆ ಮಾಡಿ — [254, 580, 446, 589]
chit-notice — [340, 956, 428, 1432]
main-body-col3 — [398, 352, 584, 424]
page-number: 07 — [925, 1, 943, 12]
header-rule — [0, 14, 945, 16]
main-kicker: 500ಕ್ಕೂ ಹೆಚ್ಚು ಸ್ವಯಂಸೇವಕರು ಭಾಗಿ, ಸಾರ್ವಜನಿಕರಿಂದ ಹೂ ಮಳೆ — [30, 22, 456, 44]
insolvency-sign: ಸಹಿ/- ಮಧ್ಯಂತರ ಪರಿಹಾರ ವೃತ್ತಿಪರರು — [767, 454, 817, 460]
chit-signature: G.M. RAJANNA M.Com., LL.B., M.B.L., NOMINEE OF THE DEPUTY REGISTRAR OF CHITS FIRST ZONE MALLESHWARAM, BENGALURU. — [346, 1248, 422, 1268]
chit-title: BEFORE THE NOMINEE OF THE DEPUTY REGISTRAR OF CHITS FIRST ZONE MARGOSA ROAD MALLESHWARAM AT BANGALORE. — [136, 525, 238, 540]
section-title: ಪ್ರಾದೇಶಿಕ — [432, 1, 463, 12]
readers-notice-body: ಪತ್ರಿಕೆಯಲ್ಲಿ ಪ್ರಕಟವಾಗುವ ಜಾಹೀರಾತುಗಳ ವಿಶ್ವಾಸಾರ್ಹತೆ ಬಗ್ಗೆ ಓದುಗರು ಪರಿಶೀಲಿಸಿಕೊಳ್ಳಬೇಕು. ಆದರೆ ಅವರೊಂದಿಗೆ ವ್ಯವಹರಿಸುವ ವ್ಯಕ್ತಿ, ಸಂಸ್ಥೆ ಅಥವಾ ಸರಕುಗಳ ಗುಣಮಟ್ಟದ ಬಗ್ಗೆ ಪತ್ರಿಕೆ ಹೊಣೆಗಾರಿಕೆ ಹೊಂದಿರುವುದಿಲ್ಲ. — [21, 447, 231, 477]
xli-title: IN THE COURT OF THE XLI ADDITIONAL CITY CIVIL AND SESSIONS JUDGE AT BENGALURU CCH-42 — [623, 1124, 809, 1135]
yellow-mark — [800, 1438, 807, 1445]
readers-notice-sign: -ಜಾಹೀರಾತು ವ್ಯವಸ್ಥಾಪಕರು — [183, 481, 240, 489]
table-row — [593, 442, 817, 450]
gudibande-number: Crl. Misc No.: 348/2025 — [447, 950, 501, 956]
tender-notice-label: ಟೆಂಡರ್ ಪ್ರಕಟಣೆ — [318, 473, 381, 485]
dipr-number: DIPR/KH/EMCA/864/26-04 dt. 24.10.2025 — [254, 572, 337, 578]
chit-notice-heading: NOTICE OF CONDITIONAL ATTACHMENT OF THE SCHEDULE IMMOVABLE PROPERTY OF OPPONENT NO.05 UNDER SECTION 68(1) OF THE CHIT FUNDS ACT 1982, BY WAY OF PAPER PUBLICATION — [11, 610, 123, 630]
main-headline: ನೆಲಮಂಗಲದಲ್ಲಿ ಆರ್‌ಎಸ್‌ಎಸ್ ಪಥಸಂಚಲನ — [28, 51, 563, 92]
tender-cell: 4 — [255, 542, 263, 555]
chit-body: Whereas, the Disputant has filed the above Dispute before the Deputy Registrar of Chits First Zone Malleshwaram at Bengaluru under Section 64(1) of the Chit Funds Act 1982. For recovery of Rs. 4,23,684/- from the Opponents towards the Chit amount due from them due to the Disputant Company. Whereas, it is brought to my notice by the Disputant through an application filed under Section 68(1) of the Chit Funds Act 1982, accompanied by an affidavit stating that, the Opponent No.05 is the Guarantor of this Chit and now he is contemplating to dispose the immovable property belonging to him as mentioned in the Schedule hereunder with an intention to delay or defeat the enforcement or execution of the Order i.e., likely to be passed in the above Dispute against him. The notice issued by RPAD to Opponent No.5 to appear before the Honble Court on 24/09/2025 at 3.00 PM is not served. Therefore the Opponent No.5 hereby summoned to appear before this Court in person on 13/11/2025 at 3 pm at the nominee of the Deputy Registrar of Chits sitting at MUTHOOTPAPPACHAN CHITS (INDIA) PVT LTD., Registered branch office at No.2732, First Floor, Darpana Square, 14th Main Road, E-Block, Sahakar Nagar. Further the Opponent No.5 is hereby informed that if he desires to have this attachment raised he shall furnish cash security to the extent of the Dispute claim by depositing the amount to the Disputant company and producing the original receipt issued by him to this Court on or before 13.11.2025 at 3 pm without fail for raising the attachment if he fail to do so within the stipulated period the conditional attachment shall be deemed to have confirmed and made absolute to the extent of the Dispute claim as per the order. — [11, 632, 123, 797]
public-notice-sign-1: J.K. MANJUNATH, Advocate — [536, 1012, 598, 1017]
court2-sign-1: By Order of the Court — [893, 1220, 942, 1226]
xli-court-notice — [617, 1121, 815, 1432]
chit-schedule-b-title: b) SCHEDULE PROVERTY OF OPPONENT NO.05 — [135, 838, 239, 843]
